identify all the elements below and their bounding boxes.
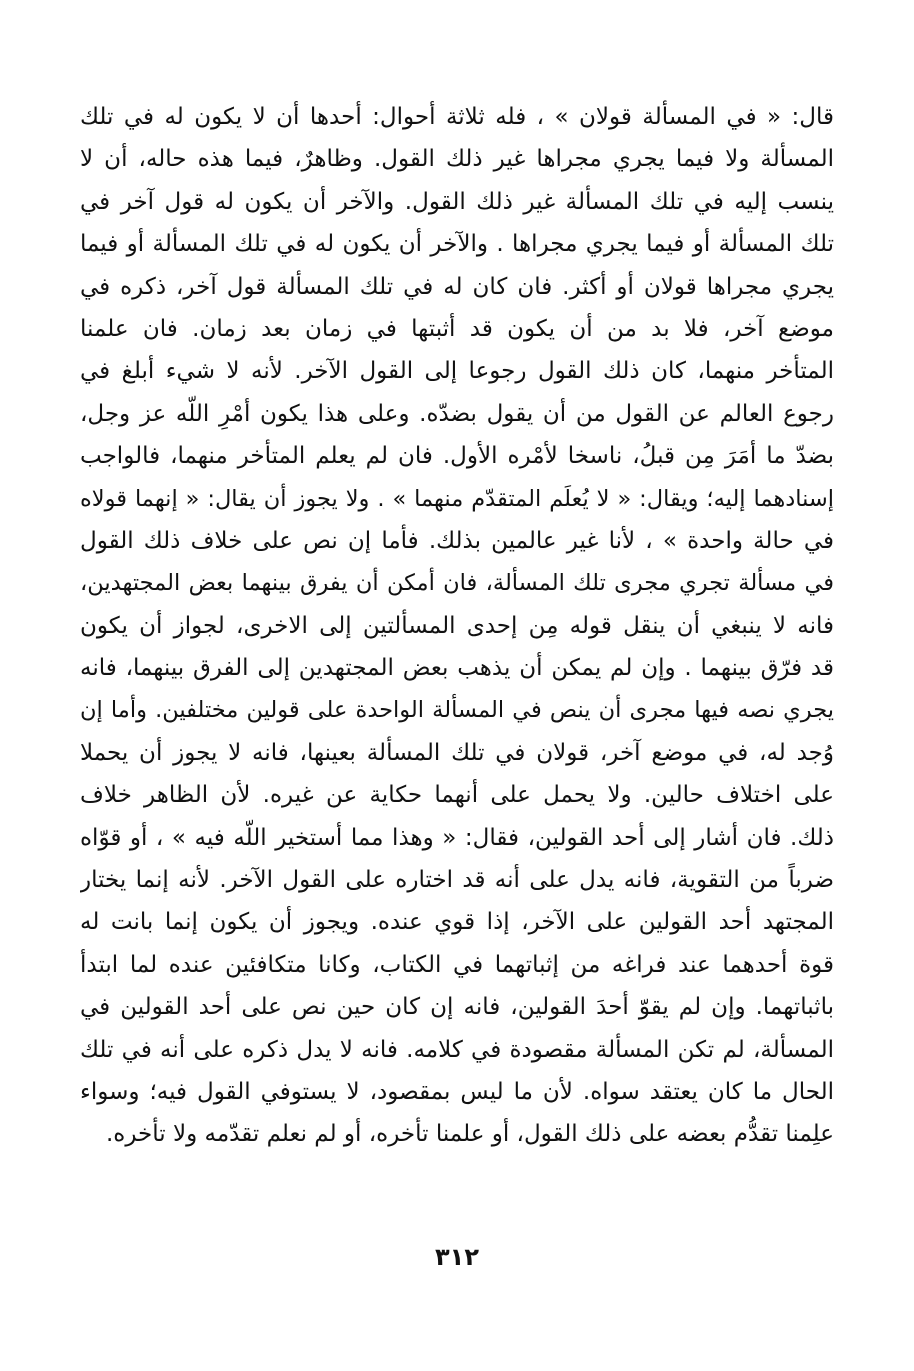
text-line: فانه لا ينبغي أن ينقل قوله مِن إحدى المسألتين إلى الاخرى، لجواز أن يكون [80, 612, 834, 639]
text-line: المجتهد أحد القولين على الآخر، إذا قوي عنده. ويجوز أن يكون إنما بانت له [80, 909, 834, 936]
text-line: رجوع العالم عن القول من أن يقول بضدّه. وعلى هذا يكون أمْرِ اللّه عز وجل، [80, 400, 834, 427]
page-number: ٣١٢ [435, 1243, 479, 1271]
text-line: علِمنا تقدُّم بعضه على ذلك القول، أو علمنا تأخره، أو لم نعلم تقدّمه ولا تأخره. [105, 1121, 834, 1148]
text-line: الحال ما كان يعتقد سواه. لأن ما ليس بمقصود، لا يستوفي القول فيه؛ وسواء [80, 1078, 834, 1105]
text-line: وُجد له، في موضع آخر، قولان في تلك المسألة بعينها، فانه لا يجوز أن يحملا [80, 739, 834, 766]
text-line: في حالة واحدة » ، لأنا غير عالمين بذلك. فأما إن نص على خلاف ذلك القول [80, 527, 834, 554]
text-line: ذلك. فان أشار إلى أحد القولين، فقال: « وهذا مما أستخير اللّه فيه » ، أو قوّاه [80, 824, 834, 851]
text-line: في مسألة تجري مجرى تلك المسألة، فان أمكن أن يفرق بينهما بعض المجتهدين، [80, 570, 834, 597]
text-line: قد فرّق بينهما . وإن لم يمكن أن يذهب بعض المجتهدين إلى الفرق بينهما، فانه [80, 655, 834, 682]
text-line: ضرباً من التقوية، فانه يدل على أنه قد اختاره على القول الآخر. لأنه إنما يختار [80, 867, 834, 894]
text-line: على اختلاف حالين. ولا يحمل على أنهما حكاية عن غيره. لأن الظاهر خلاف [80, 782, 834, 809]
text-line: إسنادهما إليه؛ ويقال: « لا يُعلَم المتقدّم منهما » . ولا يجوز أن يقال: « إنهما قولاه [80, 485, 834, 512]
text-line: يجري نصه فيها مجرى أن ينص في المسألة الواحدة على قولين مختلفين. وأما إن [80, 697, 834, 724]
text-line: المتأخر منهما، كان ذلك القول رجوعا إلى القول الآخر. لأنه لا شيء أبلغ في [80, 358, 834, 385]
text-line: موضع آخر، فلا بد من أن يكون قد أثبتها في زمان بعد زمان. فان علمنا [80, 315, 834, 342]
text-line: قوة أحدهما عند فراغه من إثباتهما في الكتاب، وكانا متكافئين عنده لما ابتدأ [80, 951, 834, 978]
text-line: المسألة، لم تكن المسألة مقصودة في كلامه. فانه لا يدل ذكره على أنه في تلك [80, 1036, 834, 1063]
text-line: يجري مجراها قولان أو أكثر. فان كان له في تلك المسألة قول آخر، ذكره في [80, 273, 834, 300]
text-line: قال: « في المسألة قولان » ، فله ثلاثة أحوال: أحدها أن لا يكون له في تلك [80, 104, 834, 130]
text-line: المسألة ولا فيما يجري مجراها غير ذلك القول. وظاهرٌ، فيما هذه حاله، أن لا [80, 146, 834, 173]
text-line: باثباتهما. وإن لم يقوّ أحدَ القولين، فانه إن كان حين نص على أحد القولين في [80, 994, 834, 1021]
text-line: بضدّ ما أمَرَ مِن قبلُ، ناسخا لأمْره الأول. فان لم يعلم المتأخر منهما، فالواجب [80, 443, 834, 470]
body-text [80, 96, 834, 1156]
text-line: ينسب إليه في تلك المسألة غير ذلك القول. والآخر أن يكون له قول آخر في [80, 188, 834, 215]
text-line: تلك المسألة أو فيما يجري مجراها . والآخر أن يكون له في تلك المسألة أو فيما [80, 231, 834, 258]
